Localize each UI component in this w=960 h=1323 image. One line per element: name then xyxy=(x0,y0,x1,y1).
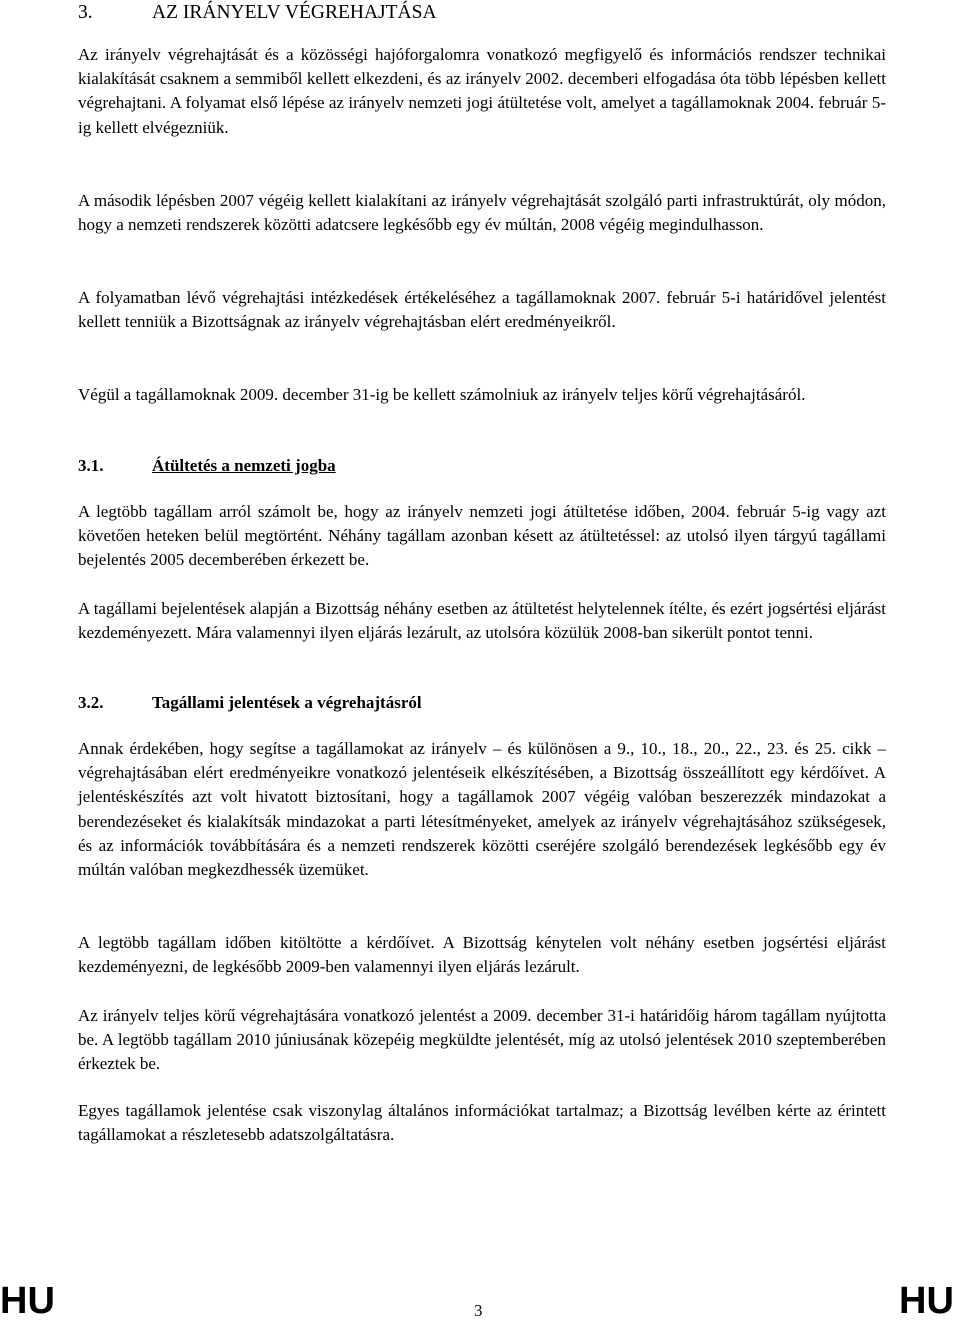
subsection-title: Tagállami jelentések a végrehajtásról xyxy=(152,693,422,712)
section-number: 3. xyxy=(78,2,93,23)
paragraph-questionnaire: Annak érdekében, hogy segítse a tagállamokat az irányelv – és különösen a 9., 10., 18., 20., 22., 23. és 25. cikk – végrehajtásában elért eredményeikre vonatkozó jelentéseik elkészítésében, a Bizottság összeállított egy kérdőívet. A jelentéskészítés azt volt hivatott biztosítani, hogy a tagállamok 2007 végéig valóban beszerezzék mindazokat a berendezéseket és kialakítsák mindazokat a parti létesítményeket, amelyek az irányelv végrehajtásához szükségesek, és az információk továbbítására és a nemzeti rendszerek közötti cseréjére szolgáló berendezések legkésőbb egy év múltán valóban megkezdhessék üzemüket. xyxy=(78,739,886,880)
paragraph-final-report: Végül a tagállamoknak 2009. december 31-ig be kellett számolniuk az irányelv teljes körű végrehajtásáról. xyxy=(78,385,806,404)
paragraph-questionnaire-completion: A legtöbb tagállam időben kitöltötte a kérdőívet. A Bizottság kénytelen volt néhány esetben jogsértési eljárást kezdeményezni, de legkésőbb 2009-ben valamennyi ilyen eljárás lezárult. xyxy=(78,933,886,977)
subsection-title: Átültetés a nemzeti jogba xyxy=(152,456,336,475)
paragraph-infringement: A tagállami bejelentések alapján a Bizottság néhány esetben az átültetést helytelennek ítélte, és ezért jogsértési eljárást kezdeményezett. Mára valamennyi ilyen eljárás lezárult, az utolsóra közülük 2008-ban sikerült pontot tenni. xyxy=(78,599,886,643)
language-tag-right: HU xyxy=(899,1280,954,1322)
paragraph-evaluation: A folyamatban lévő végrehajtási intézkedések értékeléséhez a tagállamoknak 2007. február 5-i határidővel jelentést kellett tenniük a Bizottságnak az irányelv végrehajtásban elért eredményeikről. xyxy=(78,288,886,332)
subsection-number: 3.2. xyxy=(78,693,104,712)
paragraph-infrastructure: A második lépésben 2007 végéig kellett kialakítani az irányelv végrehajtását szolgáló parti infrastruktúrát, oly módon, hogy a nemzeti rendszerek közötti adatcsere legkésőbb egy év múltán, 2008 végéig megindulhasson. xyxy=(78,191,886,235)
subsection-number: 3.1. xyxy=(78,456,104,475)
section-title: AZ IRÁNYELV VÉGREHAJTÁSA xyxy=(152,2,437,23)
paragraph-intro: Az irányelv végrehajtását és a közösségi hajóforgalomra vonatkozó megfigyelő és információs rendszer technikai kialakítását csaknem a semmiből kellett elkezdeni, és az irányelv 2002. decemberi elfogadása óta több lépésben kellett végrehajtani. A folyamat első lépése az irányelv nemzeti jogi átültetése volt, amelyet a tagállamoknak 2004. február 5-ig kellett elvégezniük. xyxy=(78,45,886,137)
paragraph-report-submission: Az irányelv teljes körű végrehajtására vonatkozó jelentést a 2009. december 31-i határidőig három tagállam nyújtotta be. A legtöbb tagállam 2010 júniusának közepéig megküldte jelentését, míg az utolsó jelentések 2010 szeptemberében érkeztek be. xyxy=(78,1006,886,1074)
page-number: 3 xyxy=(474,1301,483,1320)
paragraph-general-information: Egyes tagállamok jelentése csak viszonylag általános információkat tartalmaz; a Bizottság levélben kérte az érintett tagállamokat a részletesebb adatszolgáltatásra. xyxy=(78,1101,886,1145)
paragraph-transposition-timing: A legtöbb tagállam arról számolt be, hogy az irányelv nemzeti jogi átültetése időben, 2004. február 5-ig vagy azt követően heteken belül megtörtént. Néhány tagállam azonban késett az átültetéssel: az utolsó ilyen tárgyú tagállami bejelentés 2005 decemberében érkezett be. xyxy=(78,502,886,570)
language-tag-left: HU xyxy=(0,1280,55,1322)
